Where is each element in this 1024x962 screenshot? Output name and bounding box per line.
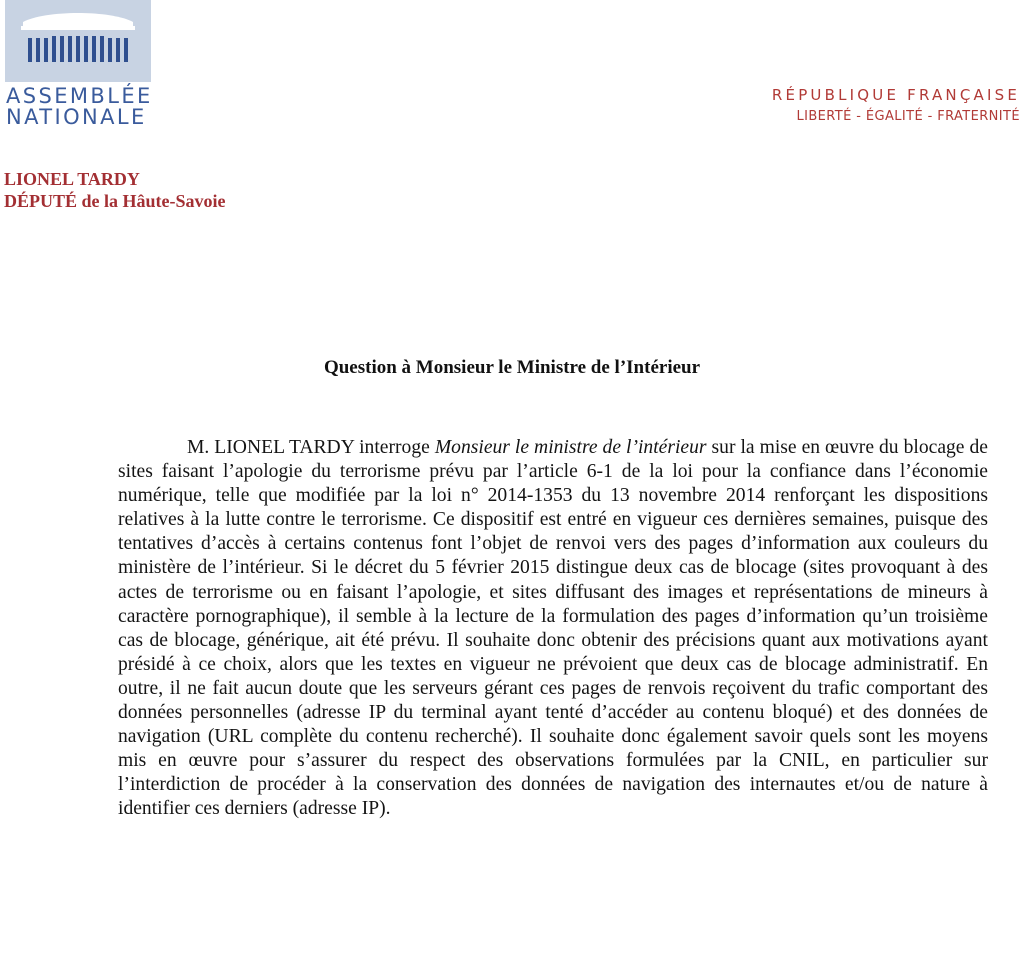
assembly-name <box>6 86 153 128</box>
deputy-name: LIONEL TARDY <box>4 169 140 189</box>
republic-header <box>772 86 1020 126</box>
republic-motto: LIBERTÉ - ÉGALITÉ - FRATERNITÉ <box>796 109 1020 124</box>
assembly-line-1: ASSEMBLÉE <box>6 84 153 108</box>
assemblee-nationale-logo <box>5 0 151 82</box>
assemblee-nationale-building-icon <box>5 0 151 82</box>
deputy-block <box>4 168 226 212</box>
question-text: sur la mise en œuvre du blocage de sites faisant l’apologie du terrorisme prévu par l’article 6-1 de la loi pour la confiance dans l’économie numérique, telle que modifiée par la loi n° 2014-1353 du 13 novembre 2014 renforçant les dispositions relatives à la lutte contre le terrorisme. Ce dispositif est entré en vigueur ces dernières semaines, puisque des tentatives d’accès à certains contenus font l’objet de renvoi vers des pages d’information aux couleurs du ministère de l’intérieur. Si le décret du 5 février 2015 distingue deux cas de blocage (sites provoquant à des actes de terrorisme ou en faisant l’apologie, et sites diffusant des images et représentations de mineurs à caractère pornographique), il semble à la lecture de la formulation des pages d’information qu’un troisième cas de blocage, générique, ait été prévu. Il souhaite donc obtenir des précisions quant aux motivations ayant présidé à ce choix, alors que les textes en vigueur ne prévoient que deux cas de blocage administratif. En outre, il ne fait aucun doute que les serveurs gérant ces pages de renvois reçoivent du trafic comportant des données personnelles (adresse IP du terminal ayant tenté d’accéder au contenu bloqué) et des données de navigation (URL complète du contenu recherché). Il souhaite donc également savoir quels sont les moyens mis en œuvre pour s’assurer du respect des observations formulées par la CNIL, en particulier sur l’interdiction de procéder à la conservation des données de navigation des internautes et/ou de nature à identifier ces derniers (adresse IP). <box>118 437 988 820</box>
republic-title: RÉPUBLIQUE FRANÇAISE <box>771 86 1020 104</box>
question-addressee: Monsieur le ministre de l’intérieur <box>434 437 707 458</box>
question-body <box>118 436 988 822</box>
deputy-title: DÉPUTÉ de la Hâute-Savoie <box>4 191 226 211</box>
assembly-line-2: NATIONALE <box>6 105 147 129</box>
question-intro: M. LIONEL TARDY interroge <box>187 437 435 458</box>
question-title: Question à Monsieur le Ministre de l’Intérieur <box>323 357 701 378</box>
